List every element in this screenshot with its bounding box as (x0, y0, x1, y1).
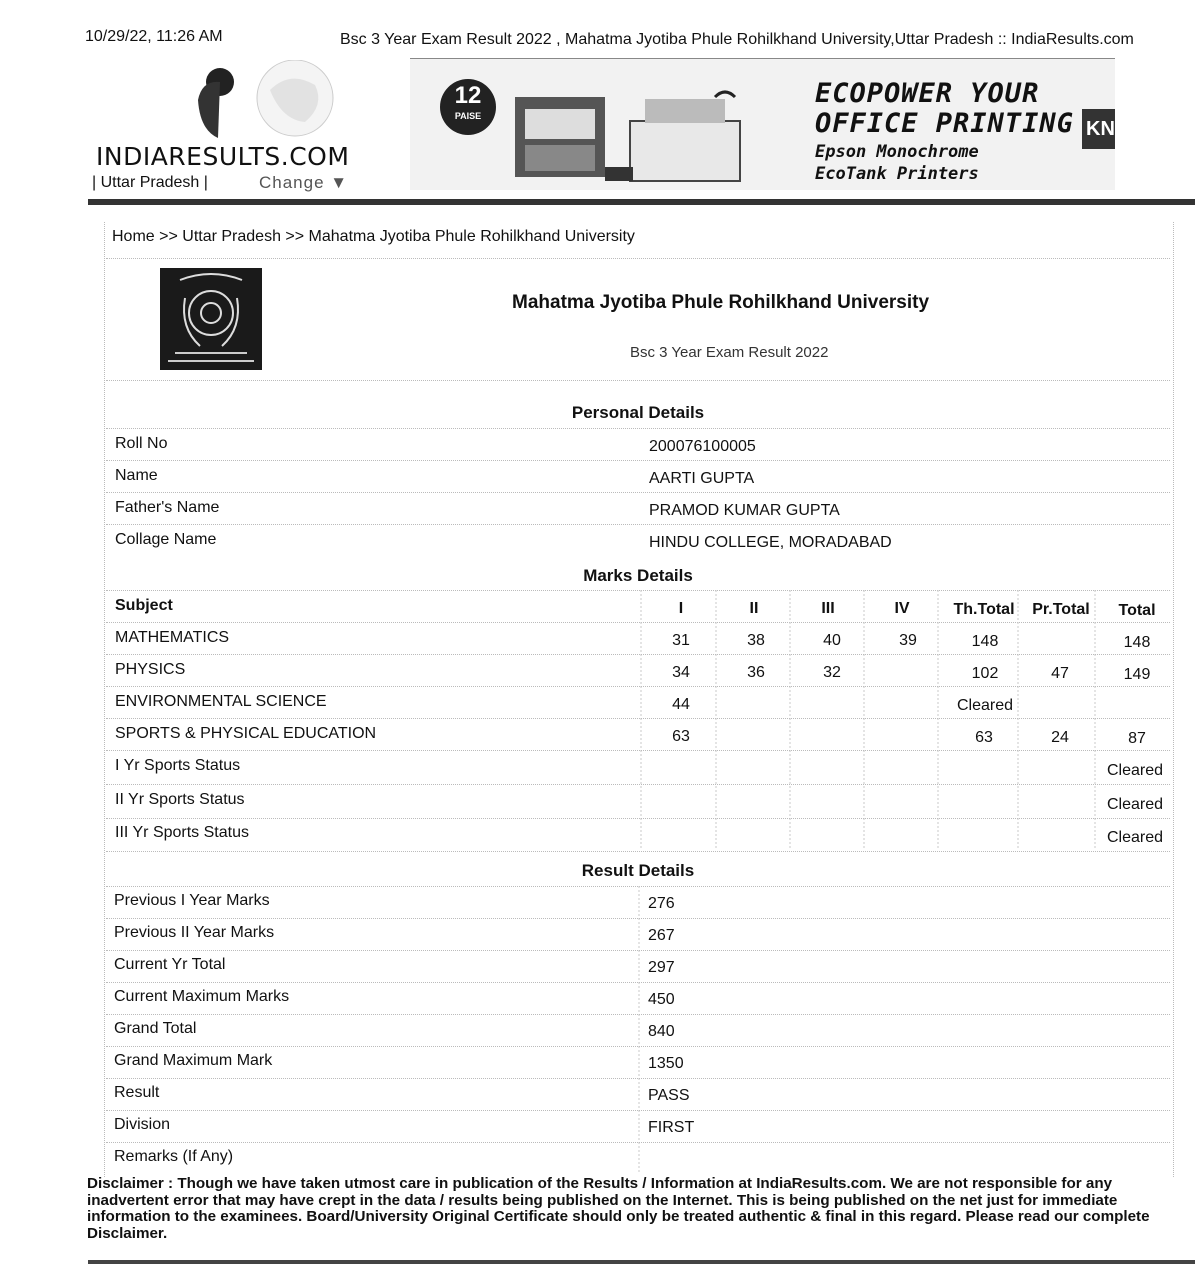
ad-banner[interactable] (410, 58, 1115, 190)
marks-cell: 148 (971, 633, 999, 650)
divider (106, 750, 1170, 751)
print-datetime: 10/29/22, 11:26 AM (85, 28, 223, 45)
marks-cell: 102 (971, 665, 999, 682)
personal-label: Collage Name (115, 531, 217, 548)
divider (106, 718, 1170, 719)
state-label: | Uttar Pradesh | (92, 174, 208, 191)
university-seal-icon (160, 268, 262, 370)
result-label: Current Maximum Marks (114, 988, 290, 1005)
marks-cell: 38 (747, 632, 765, 649)
disclaimer-text: Disclaimer : Though we have taken utmost care in publication of the Results / Information at IndiaResults.com. We are not responsible for any inadvertent error that may have crept in the data / results being published on the Internet. This is being published on the net just for immediate information to the examinees. Board/University Original Certificate should only be treated authentic & final in this regard. Please read our complete Disclaimer. (87, 1175, 1150, 1242)
breadcrumb[interactable]: Home >> Uttar Pradesh >> Mahatma Jyotiba Phule Rohilkhand University (112, 228, 635, 245)
personal-value: HINDU COLLEGE, MORADABAD (649, 534, 892, 551)
marks-subject: SPORTS & PHYSICAL EDUCATION (115, 725, 377, 742)
footer-divider (88, 1260, 1195, 1264)
marks-subject: I Yr Sports Status (115, 757, 241, 774)
marks-cell: 63 (975, 729, 993, 746)
divider (106, 460, 1170, 461)
marks-cell: 31 (672, 632, 690, 649)
personal-value: PRAMOD KUMAR GUPTA (649, 502, 840, 519)
marks-cell: 149 (1123, 666, 1151, 683)
university-name: Mahatma Jyotiba Phule Rohilkhand University (512, 292, 930, 313)
marks-header: I (678, 600, 684, 617)
result-value: FIRST (648, 1119, 695, 1136)
marks-cell: Cleared (956, 697, 1014, 714)
logo-graphic-icon (90, 60, 350, 150)
marks-header-subject: Subject (115, 597, 173, 614)
personal-value: AARTI GUPTA (649, 470, 755, 487)
result-label: Previous I Year Marks (114, 892, 270, 909)
result-label: Grand Total (114, 1020, 197, 1037)
divider (106, 950, 1170, 951)
result-label: Division (114, 1116, 171, 1133)
result-details-heading: Result Details (581, 861, 695, 880)
result-value: 450 (648, 991, 675, 1008)
result-label: Previous II Year Marks (114, 924, 275, 941)
divider (106, 1014, 1170, 1015)
result-label: Result (114, 1084, 160, 1101)
divider (106, 654, 1170, 655)
marks-header: Total (1118, 602, 1156, 619)
divider (106, 818, 1170, 819)
personal-label: Name (115, 467, 158, 484)
marks-header: IV (894, 600, 910, 617)
change-state-link[interactable]: Change ▼ (259, 173, 349, 192)
result-value: 840 (648, 1023, 675, 1040)
result-label: Remarks (If Any) (114, 1148, 234, 1165)
divider (106, 851, 1170, 852)
result-value: 276 (648, 895, 675, 912)
marks-header: III (821, 600, 835, 617)
divider (106, 784, 1170, 785)
marks-subject: II Yr Sports Status (115, 791, 245, 808)
exam-name: Bsc 3 Year Exam Result 2022 (630, 344, 829, 361)
divider (106, 1078, 1170, 1079)
marks-header: Pr.Total (1032, 601, 1090, 618)
marks-cell: 148 (1123, 634, 1151, 651)
divider (106, 492, 1170, 493)
personal-label: Father's Name (115, 499, 220, 516)
result-value: 297 (648, 959, 675, 976)
ad-subtext: Epson Monochrome EcoTank Printers (815, 142, 979, 184)
marks-cell: Cleared (1106, 829, 1164, 846)
marks-cell: 34 (672, 664, 690, 681)
marks-cell: 87 (1128, 730, 1146, 747)
header-divider (88, 199, 1195, 205)
divider (106, 918, 1170, 919)
marks-cell: 47 (1051, 665, 1069, 682)
result-value: 267 (648, 927, 675, 944)
marks-header: Th.Total (953, 601, 1015, 618)
marks-cell: Cleared (1106, 762, 1164, 779)
result-value: PASS (648, 1087, 690, 1104)
marks-cell: 32 (823, 664, 841, 681)
marks-subject: III Yr Sports Status (115, 824, 249, 841)
result-value: 1350 (648, 1055, 684, 1072)
marks-subject: PHYSICS (115, 661, 186, 678)
marks-details-heading: Marks Details (583, 566, 693, 585)
logo-text: INDIARESULTS.COM (96, 142, 350, 171)
marks-cell: 36 (747, 664, 765, 681)
divider (106, 428, 1170, 429)
print-page-title: Bsc 3 Year Exam Result 2022 , Mahatma Jyotiba Phule Rohilkhand University,Uttar Pradesh :: IndiaResults.com (340, 31, 1134, 48)
divider (106, 380, 1170, 381)
printer-icon (505, 79, 745, 189)
marks-subject: ENVIRONMENTAL SCIENCE (115, 693, 327, 710)
divider (106, 982, 1170, 983)
divider (106, 1142, 1170, 1143)
personal-details-heading: Personal Details (571, 403, 705, 422)
ad-brand-logo: KN (1082, 109, 1115, 149)
ad-price-badge: 12 PAISE (440, 79, 496, 135)
marks-subject: MATHEMATICS (115, 629, 230, 646)
result-label: Current Yr Total (114, 956, 226, 973)
marks-cell: 40 (823, 632, 841, 649)
divider (106, 686, 1170, 687)
marks-cell: 24 (1051, 729, 1069, 746)
divider (106, 258, 1170, 259)
divider (106, 1110, 1170, 1111)
ad-headline: ECOPOWER YOUR OFFICE PRINTING (815, 78, 1074, 139)
divider (106, 524, 1170, 525)
personal-value: 200076100005 (649, 438, 756, 455)
divider (106, 1046, 1170, 1047)
result-label: Grand Maximum Mark (114, 1052, 273, 1069)
marks-cell: 63 (672, 728, 690, 745)
personal-label: Roll No (115, 435, 168, 452)
marks-cell: 39 (899, 632, 917, 649)
marks-header: II (749, 600, 759, 617)
marks-cell: 44 (672, 696, 690, 713)
marks-cell: Cleared (1106, 796, 1164, 813)
